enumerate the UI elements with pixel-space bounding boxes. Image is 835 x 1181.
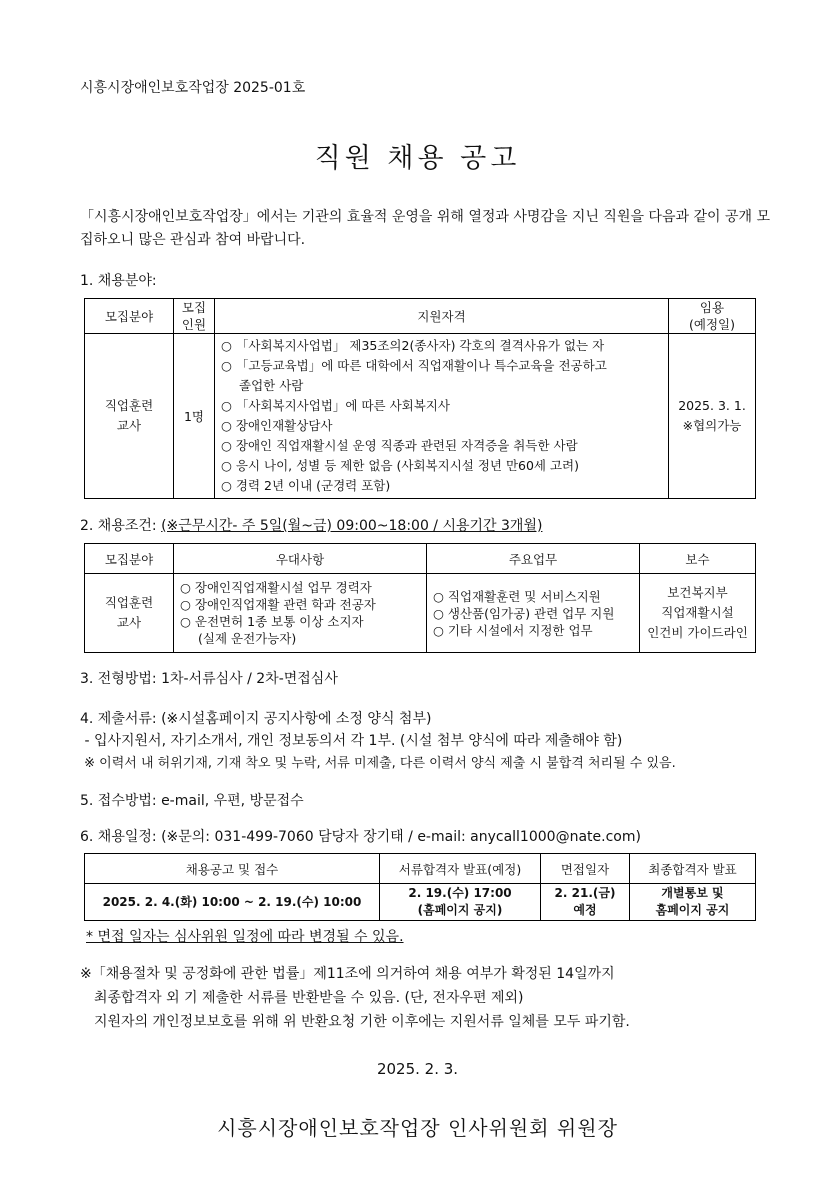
col-header: 우대사항 — [174, 544, 427, 574]
section5-text: 5. 접수방법: e-mail, 우편, 방문접수 — [80, 793, 304, 809]
qual-item: ○ 「고등교육법」에 따른 대학에서 직업재활이나 특수교육을 전공하고 — [221, 358, 607, 373]
section1-heading: 1. 채용분야: — [80, 273, 157, 289]
col-header: 최종합격자 발표 — [630, 854, 756, 884]
count-cell: 1명 — [174, 334, 215, 499]
document-return-note — [80, 962, 780, 1034]
section6-heading: 6. 채용일정: (※문의: 031-499-7060 담당자 장기태 / e-mail: anycall1000@nate.com) — [80, 829, 641, 845]
document-number: 시흥시장애인보호작업장 2025-01호 — [80, 80, 306, 96]
interview-note: * 면접 일자는 심사위원 일정에 따라 변경될 수 있음. — [86, 929, 404, 945]
note-line: ※「채용절차 및 공정화에 관한 법률」제11조에 의거하여 채용 여부가 확정된 14일까지 — [80, 966, 615, 982]
col-header: 지원자격 — [215, 299, 669, 334]
schedule-value: 2025. 2. 4.(화) 10:00 ~ 2. 19.(수) 10:00 — [85, 884, 380, 921]
pref-item: ○ 장애인직업재활 관련 학과 전공자 — [180, 597, 376, 612]
section4-heading: 4. 제출서류: (※시설홈페이지 공지사항에 소정 양식 첨부) — [80, 711, 432, 727]
col-header: 서류합격자 발표(예정) — [380, 854, 541, 884]
field-cell: 직업훈련 교사 — [85, 574, 174, 653]
col-header: 모집분야 — [85, 544, 174, 574]
schedule-value: 개별통보 및 홈페이지 공지 — [630, 884, 756, 921]
pref-item: (실제 운전가능자) — [198, 631, 297, 646]
col-header: 채용공고 및 접수 — [85, 854, 380, 884]
col-header: 면접일자 — [541, 854, 630, 884]
section2-heading-prefix: 2. 채용조건: — [80, 518, 162, 534]
page-title: 직원 채용 공고 — [314, 143, 521, 174]
signature-line: 시흥시장애인보호작업장 인사위원회 위원장 — [217, 1116, 618, 1140]
qualifications-cell — [215, 334, 669, 499]
duty-item: ○ 생산품(임가공) 관련 업무 지원 — [433, 605, 615, 621]
section2-heading — [80, 515, 542, 535]
col-header: 보수 — [640, 544, 756, 574]
qual-item: ○ 응시 나이, 성별 등 제한 없음 (사회복지시설 정년 만60세 고려) — [221, 458, 579, 473]
duty-item: ○ 직업재활훈련 및 서비스지원 — [433, 588, 601, 604]
pref-item: ○ 운전면허 1종 보통 이상 소지자 — [180, 614, 364, 629]
schedule-table — [84, 853, 756, 921]
duties-cell — [427, 574, 640, 653]
section4-line1: - 입사지원서, 자기소개서, 개인 정보동의서 각 1부. (시설 첨부 양식에 따라 제출해야 함) — [80, 733, 623, 749]
qual-item: ○ 「사회복지사업법」에 따른 사회복지사 — [221, 398, 450, 413]
announcement-date: 2025. 2. 3. — [376, 1060, 459, 1078]
start-date-cell: 2025. 3. 1. ※협의가능 — [669, 334, 756, 499]
note-line: 최종합격자 외 기 제출한 서류를 반환받을 수 있음. (단, 전자우편 제외) — [94, 990, 524, 1006]
schedule-value: 2. 21.(금) 예정 — [541, 884, 630, 921]
pay-cell: 보건복지부 직업재활시설 인건비 가이드라인 — [640, 574, 756, 653]
schedule-value: 2. 19.(수) 17:00 (홈페이지 공지) — [380, 884, 541, 921]
section4-line2: ※ 이력서 내 허위기재, 기재 착오 및 누락, 서류 미제출, 다른 이력서 양식 제출 시 불합격 처리될 수 있음. — [80, 756, 676, 771]
col-header: 모집분야 — [85, 299, 174, 334]
conditions-table — [84, 543, 756, 653]
section3-text: 3. 전형방법: 1차-서류심사 / 2차-면접심사 — [80, 671, 338, 687]
col-header: 임용 (예정일) — [669, 299, 756, 334]
duty-item: ○ 기타 시설에서 지정한 업무 — [433, 622, 593, 638]
intro-paragraph: 「시흥시장애인보호작업장」에서는 기관의 효율적 운영을 위해 열정과 사명감을 지닌 직원을 다음과 같이 공개 모집하오니 많은 관심과 참여 바랍니다. — [80, 209, 770, 248]
qual-item: ○ 장애인재활상담사 — [221, 418, 333, 433]
preferences-cell — [174, 574, 427, 653]
recruitment-field-table — [84, 298, 756, 499]
qual-item: ○ 「사회복지사업법」 제35조의2(종사자) 각호의 결격사유가 없는 자 — [221, 338, 605, 353]
note-line: 지원자의 개인정보보호를 위해 위 반환요청 기한 이후에는 지원서류 일체를 모두 파기함. — [94, 1014, 630, 1030]
working-hours-note: (※근무시간- 주 5일(월~금) 09:00~18:00 / 시용기간 3개월) — [161, 518, 543, 534]
field-cell: 직업훈련 교사 — [85, 334, 174, 499]
qual-item: 졸업한 사람 — [239, 378, 304, 393]
col-header: 주요업무 — [427, 544, 640, 574]
pref-item: ○ 장애인직업재활시설 업무 경력자 — [180, 580, 372, 595]
col-header: 모집 인원 — [174, 299, 215, 334]
qual-item: ○ 장애인 직업재활시설 운영 직종과 관련된 자격증을 취득한 사람 — [221, 438, 578, 453]
qual-item: ○ 경력 2년 이내 (군경력 포함) — [221, 478, 391, 493]
